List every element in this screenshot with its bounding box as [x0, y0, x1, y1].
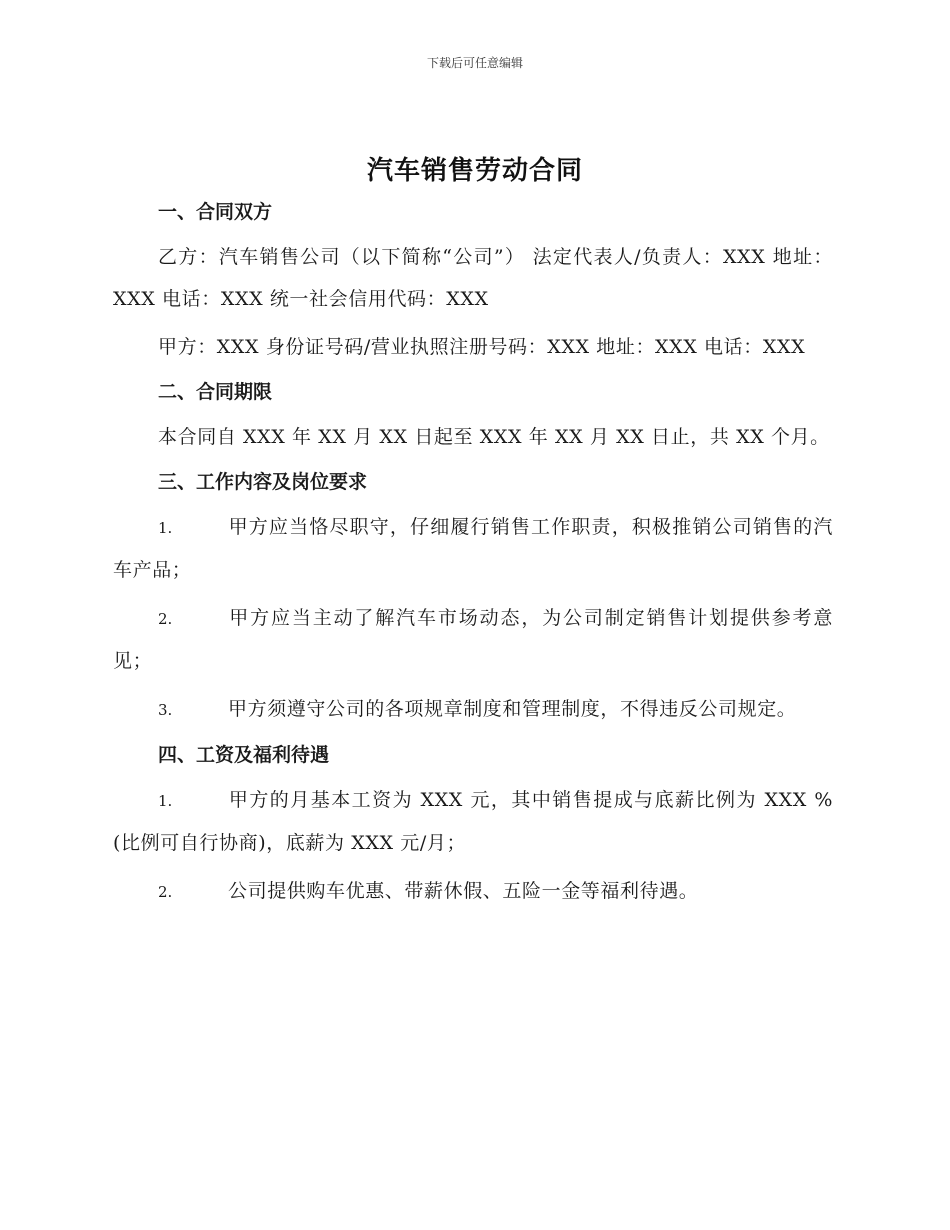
section-heading-parties: 一、合同双方 — [158, 201, 273, 223]
item-number: 2. — [158, 883, 173, 901]
document-body — [113, 196, 833, 913]
list-item — [113, 688, 833, 731]
list-item — [113, 779, 833, 864]
item-number: 1. — [158, 519, 173, 537]
document-title: 汽车销售劳动合同 — [366, 156, 583, 186]
item-text: 甲方应当恪尽职守，仔细履行销售工作职责，积极推销公司销售的汽车产品； — [113, 516, 833, 581]
list-item — [113, 870, 833, 913]
item-text: 甲方须遵守公司的各项规章制度和管理制度，不得违反公司规定。 — [228, 698, 797, 720]
section-heading-duties: 三、工作内容及岗位要求 — [158, 471, 368, 493]
list-item — [113, 597, 833, 682]
header-note: 下载后可任意编辑 — [426, 56, 523, 70]
list-item — [113, 506, 833, 591]
item-number: 3. — [158, 701, 173, 719]
term-paragraph: 本合同自 XXX 年 XX 月 XX 日起至 XXX 年 XX 月 XX 日止，共 XX 个月。 — [158, 426, 830, 448]
item-text: 甲方的月基本工资为 XXX 元，其中销售提成与底薪比例为 XXX %(比例可自行协商)，底薪为 XXX 元/月； — [113, 789, 833, 854]
section-heading-salary: 四、工资及福利待遇 — [158, 744, 330, 766]
item-text: 公司提供购车优惠、带薪休假、五险一金等福利待遇。 — [228, 880, 699, 902]
section-heading-term: 二、合同期限 — [158, 381, 273, 403]
party-b-paragraph: 乙方：汽车销售公司（以下简称“公司”） 法定代表人/负责人：XXX 地址：XXX 电话：XXX 统一社会信用代码：XXX — [113, 246, 833, 310]
item-text: 甲方应当主动了解汽车市场动态，为公司制定销售计划提供参考意见； — [113, 607, 833, 672]
item-number: 2. — [158, 610, 173, 628]
party-a-paragraph: 甲方：XXX 身份证号码/营业执照注册号码：XXX 地址：XXX 电话：XXX — [158, 336, 806, 358]
item-number: 1. — [158, 792, 173, 810]
